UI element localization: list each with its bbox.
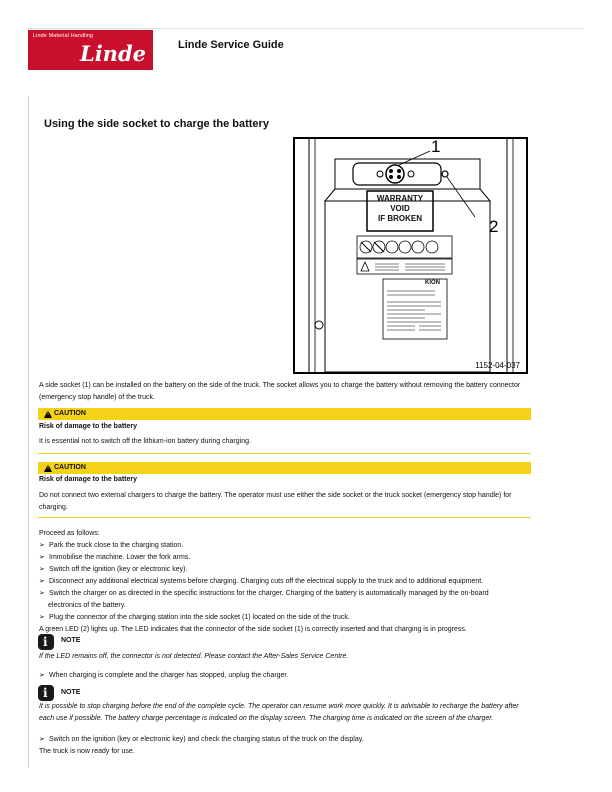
step-text: Plug the connector of the charging station into the side socket (1) located on the side of the truck. xyxy=(49,614,350,621)
arrow-bullet-icon: ➢ xyxy=(39,566,45,573)
info-icon xyxy=(38,634,54,650)
note-1-label: NOTE xyxy=(61,637,81,644)
caution-label: CAUTION xyxy=(54,410,86,417)
warranty-line-3: IF BROKEN xyxy=(378,214,422,223)
step-text: Disconnect any additional electrical systems before charging. Charging cuts off the electrical supply to the truck and to additional equipment. xyxy=(49,578,484,585)
warning-triangle-icon xyxy=(44,464,52,472)
step-text: Park the truck close to the charging station. xyxy=(49,542,184,549)
step-text: Immobilise the machine. Lower the fork arms. xyxy=(49,554,191,561)
warranty-line-1: WARRANTY xyxy=(376,194,424,203)
note-2-line-1: It is possible to stop charging before the end of the complete cycle. The operator can resume work more quickly. It is advisable to recharge the battery after xyxy=(39,703,519,710)
top-rule xyxy=(28,28,584,29)
step-item xyxy=(39,734,364,746)
info-icon xyxy=(38,685,54,701)
caution-label: CAUTION xyxy=(54,464,86,471)
step-item xyxy=(39,670,288,682)
logo-tagline: Linde Material Handling xyxy=(33,33,94,39)
caution-bar-2 xyxy=(38,462,531,474)
caution-1-heading: Risk of damage to the battery xyxy=(39,423,138,430)
step-item xyxy=(39,564,187,576)
arrow-bullet-icon: ➢ xyxy=(39,590,45,597)
warning-triangle-icon xyxy=(44,410,52,418)
section-title: Using the side socket to charge the battery xyxy=(44,118,269,130)
caution-2-heading: Risk of damage to the battery xyxy=(39,476,138,483)
proceed-intro: Proceed as follows: xyxy=(39,530,100,537)
arrow-bullet-icon: ➢ xyxy=(39,542,45,549)
caution-2-line-2: charging. xyxy=(39,504,68,511)
caution-2-line-1: Do not connect two external chargers to charge the battery. The operator must use either the side socket or the truck socket (emergency stop handle) for xyxy=(39,492,512,499)
note-2-text xyxy=(39,701,519,725)
intro-paragraph xyxy=(39,380,520,404)
ready-text: The truck is now ready for use. xyxy=(39,748,135,755)
step-item xyxy=(39,540,183,552)
arrow-bullet-icon: ➢ xyxy=(39,614,45,621)
caution-2-divider xyxy=(38,517,531,518)
arrow-bullet-icon: ➢ xyxy=(39,736,45,743)
guide-title: Linde Service Guide xyxy=(178,39,284,51)
intro-line-1: A side socket (1) can be installed on the battery on the side of the truck. The socket allows you to charge the battery without removing the battery connector xyxy=(39,382,521,389)
logo-wordmark: Linde xyxy=(79,41,146,66)
step-text: Switch on the ignition (key or electronic key) and check the charging status of the truck on the display. xyxy=(49,736,364,743)
arrow-bullet-icon: ➢ xyxy=(39,672,45,679)
figure-reference: 1152-04-037 xyxy=(475,361,520,370)
step-text: Switch off the ignition (key or electronic key). xyxy=(49,566,188,573)
caution-2-text xyxy=(39,490,512,514)
intro-line-2: (emergency stop handle) of the truck. xyxy=(39,394,155,401)
note-2-label: NOTE xyxy=(61,689,81,696)
step-item xyxy=(39,552,190,564)
note-2-line-2: each use if possible. The battery charge percentage is indicated on the display screen. The charging time is indicated on the screen of the charger. xyxy=(39,715,494,722)
arrow-bullet-icon: ➢ xyxy=(39,578,45,585)
note-1-text: If the LED remains off, the connector is not detected. Please contact the After-Sales Service Centre. xyxy=(39,653,349,660)
battery-socket-figure xyxy=(293,137,528,374)
step-text: Switch the charger on as directed in the specific instructions for the charger. Charging of the battery is automatically managed by the on-board xyxy=(49,590,489,597)
battery-socket-drawing xyxy=(295,139,526,372)
caution-1-divider xyxy=(38,453,531,454)
warranty-line-2: VOID xyxy=(390,204,410,213)
caution-1-text: It is essential not to switch off the lithium-ion battery during charging. xyxy=(39,438,251,445)
linde-logo xyxy=(28,30,153,70)
step-continuation: electronics of the battery. xyxy=(48,602,126,609)
left-margin-line xyxy=(28,96,29,768)
step-text: When charging is complete and the charger has stopped, unplug the charger. xyxy=(49,672,289,679)
nameplate-brand: KION xyxy=(425,280,440,286)
step-item xyxy=(39,576,483,588)
step-item xyxy=(39,588,489,600)
arrow-bullet-icon: ➢ xyxy=(39,554,45,561)
led-text: A green LED (2) lights up. The LED indicates that the connector of the side socket (1) is correctly inserted and that charging is in progress. xyxy=(39,626,467,633)
callout-2: 2 xyxy=(489,217,499,236)
warranty-label-text xyxy=(367,194,433,224)
callout-1: 1 xyxy=(431,137,441,156)
caution-bar-1 xyxy=(38,408,531,420)
step-item xyxy=(39,612,350,624)
